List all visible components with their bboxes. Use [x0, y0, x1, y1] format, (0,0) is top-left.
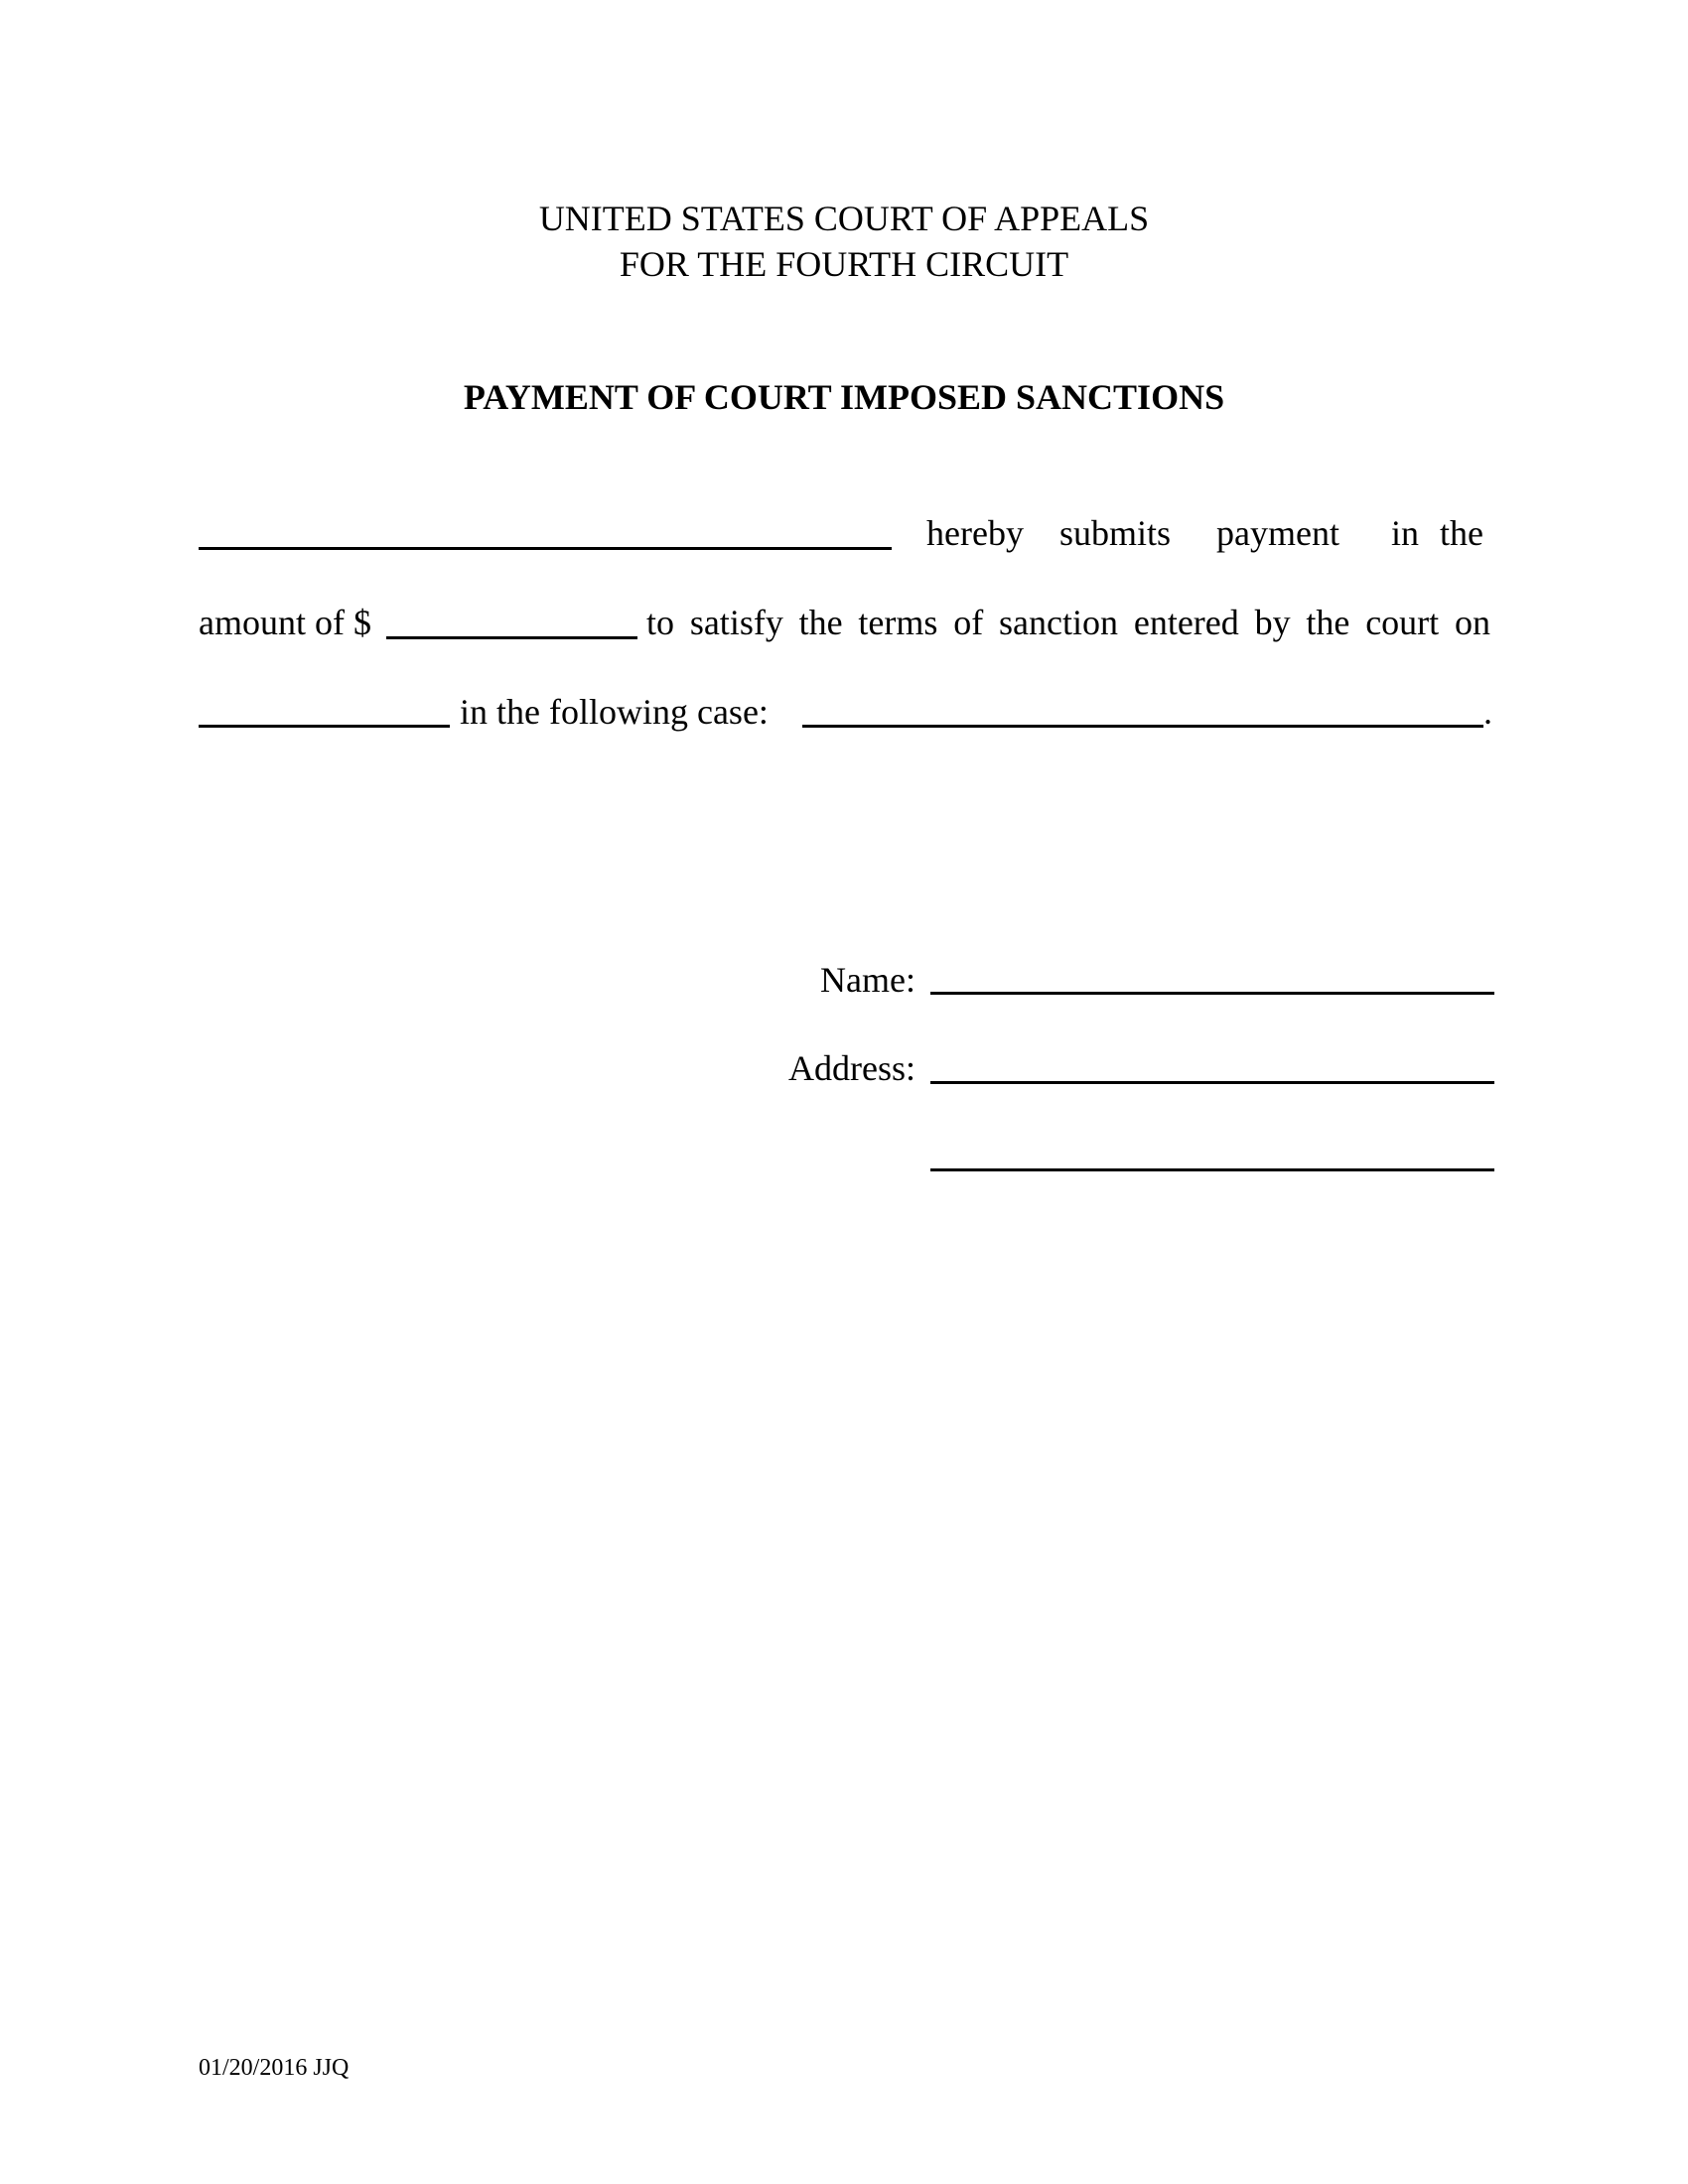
address-field-line2[interactable]	[930, 1168, 1494, 1171]
case-name-blank[interactable]	[802, 725, 1483, 728]
body-word-in: in	[1391, 513, 1420, 553]
court-name-line2: FOR THE FOURTH CIRCUIT	[619, 244, 1069, 284]
body-word-the: the	[1440, 513, 1483, 553]
sentence-period: .	[1483, 692, 1492, 732]
revision-footer: 01/20/2016 JJQ	[199, 2055, 350, 2081]
address-field-line1[interactable]	[930, 1081, 1494, 1084]
body-word-hereby: hereby	[926, 513, 1024, 553]
name-field-line[interactable]	[930, 992, 1494, 995]
document-title: PAYMENT OF COURT IMPOSED SANCTIONS	[463, 377, 1225, 417]
name-label: Name:	[820, 960, 915, 1000]
amount-prefix-text: amount of $	[199, 603, 371, 642]
payer-name-blank[interactable]	[199, 547, 892, 550]
body-word-submits: submits	[1059, 513, 1172, 553]
following-case-text: in the following case:	[460, 692, 769, 732]
body-word-payment: payment	[1216, 513, 1339, 553]
court-name-line1: UNITED STATES COURT OF APPEALS	[538, 199, 1150, 238]
sanction-date-blank[interactable]	[199, 725, 450, 728]
address-label: Address:	[788, 1048, 915, 1088]
sanction-text: to satisfy the terms of sanction entered by the court on	[646, 603, 1490, 642]
amount-blank[interactable]	[386, 636, 637, 639]
